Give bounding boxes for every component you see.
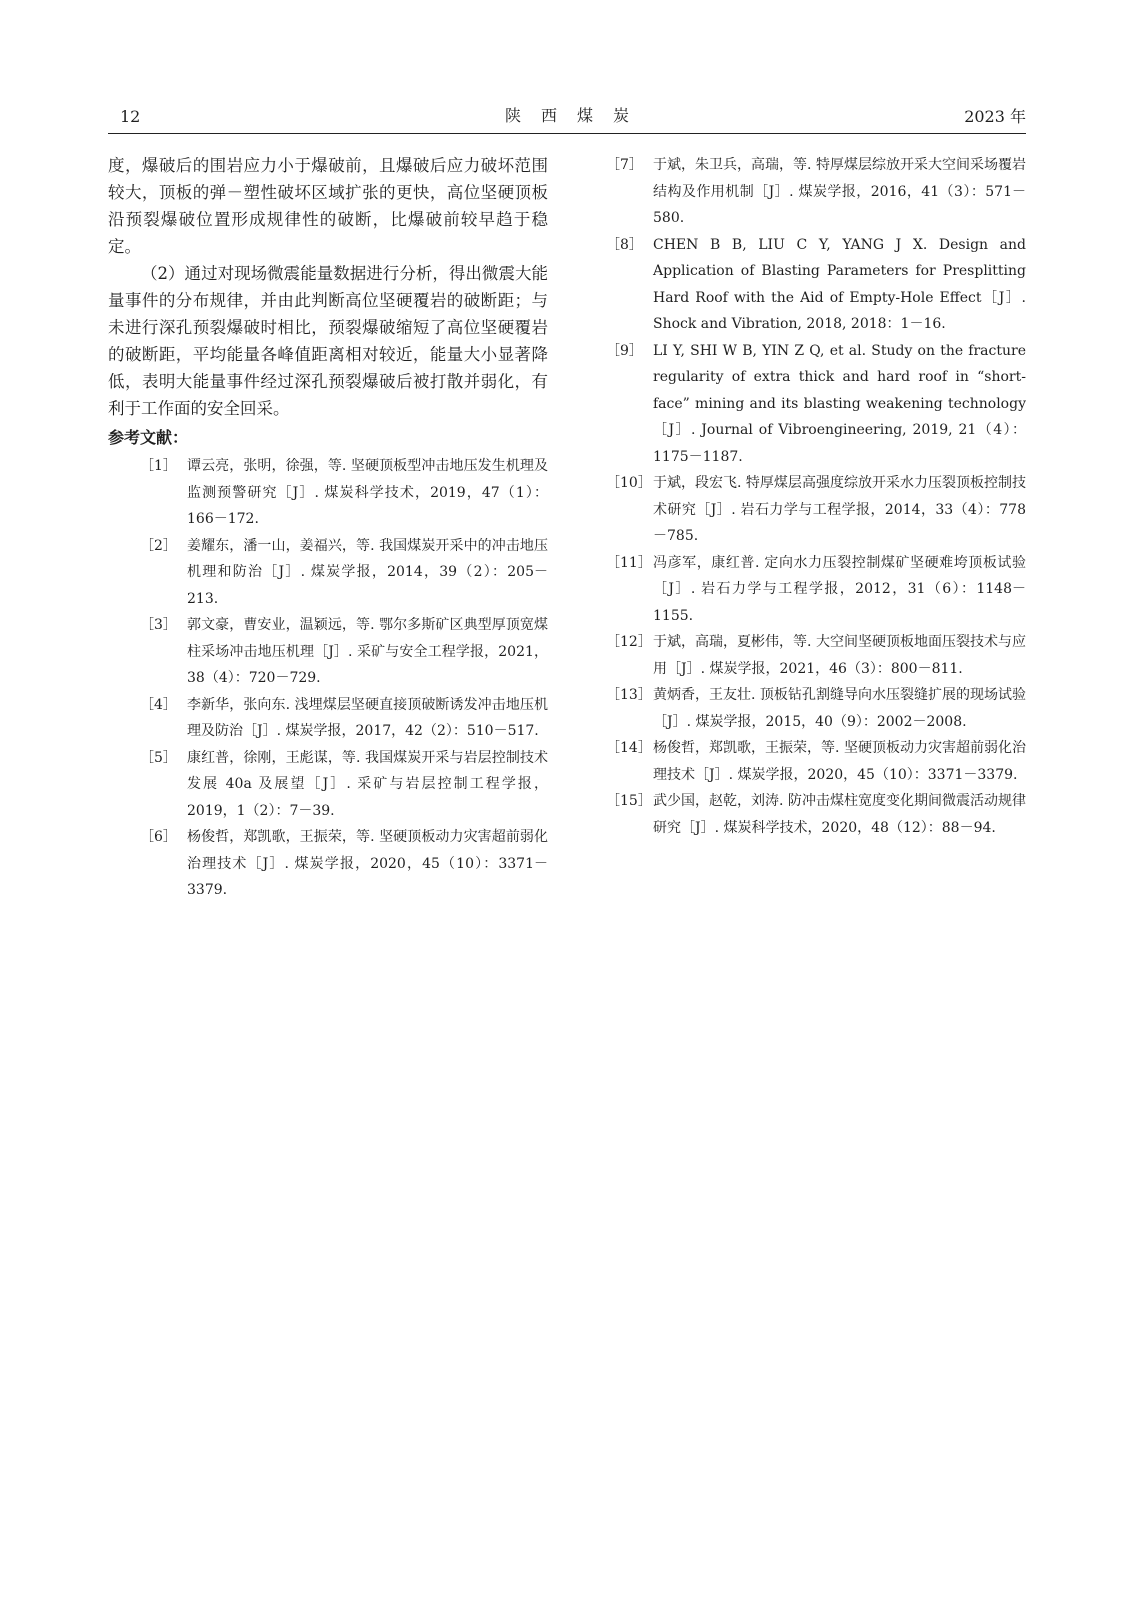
running-header — [108, 107, 1026, 134]
reference-text: 冯彦军，康红普. 定向水力压裂控制煤矿坚硬难垮顶板试验［J］. 岩石力学与工程学报，2012，31（6）：1148－1155. — [653, 554, 1026, 624]
left-column — [108, 152, 548, 904]
journal-name: 陕西煤炭 — [504, 106, 649, 125]
body-paragraph-continued: 度，爆破后的围岩应力小于爆破前，且爆破后应力破坏范围较大，顶板的弹－塑性破坏区域扩张的更快，高位坚硬顶板沿预裂爆破位置形成规律性的破断，比爆破前较早趋于稳定。 — [108, 156, 548, 256]
reference-text: 武少国，赵乾，刘涛. 防冲击煤柱宽度变化期间微震活动规律研究［J］. 煤炭科学技术，2020，48（12）：88－94. — [653, 793, 1026, 836]
body-paragraph-conclusion-2: （2）通过对现场微震能量数据进行分析，得出微震大能量事件的分布规律，并由此判断高位坚硬覆岩的破断距；与未进行深孔预裂爆破时相比，预裂爆破缩短了高位坚硬覆岩的破断距，平均能量各峰值距离相对较近，能量大小显著降低，表明大能量事件经过深孔预裂爆破后被打散并弱化，有利于工作面的安全回采。 — [108, 264, 548, 418]
reference-text: 郭文豪，曹安业，温颖远，等. 鄂尔多斯矿区典型厚顶宽煤柱采场冲击地压机理［J］. 采矿与安全工程学报，2021，38（4）：720－729. — [187, 617, 548, 686]
reference-number: ［6］ — [140, 829, 177, 845]
reference-text: 康红普，徐刚，王彪谋，等. 我国煤炭开采与岩层控制技术发展 40a 及展望［J］. 采矿与岩层控制工程学报，2019，1（2）：7－39. — [187, 749, 548, 819]
references-heading: 参考文献： — [108, 428, 189, 447]
reference-item — [606, 682, 1026, 735]
reference-item — [108, 692, 548, 745]
reference-list-right — [606, 152, 1026, 841]
reference-text: CHEN B B, LIU C Y, YANG J X. Design and Application of Blasting Parameters for Presplitting Hard Roof with the Aid of Empty-Hole Effect［J］. Shock and Vibration, 2018, 2018：1－16. — [653, 236, 1026, 332]
publication-year: 2023 年 — [964, 107, 1026, 126]
reference-item — [606, 550, 1026, 630]
reference-item — [606, 232, 1026, 338]
reference-item — [108, 612, 548, 692]
reference-item — [606, 735, 1026, 788]
reference-text: 于斌，段宏飞. 特厚煤层高强度综放开采水力压裂顶板控制技术研究［J］. 岩石力学与工程学报，2014，33（4）：778－785. — [653, 475, 1026, 544]
reference-number: ［8］ — [606, 236, 643, 253]
reference-item — [606, 338, 1026, 471]
reference-item — [606, 788, 1026, 841]
right-column — [606, 152, 1026, 841]
reference-item — [108, 745, 548, 825]
reference-number: ［1］ — [140, 458, 177, 474]
reference-text: 杨俊哲，郑凯歌，王振荣，等. 坚硬顶板动力灾害超前弱化治理技术［J］. 煤炭学报，2020，45（10）：3371－3379. — [187, 829, 548, 898]
reference-number: ［7］ — [606, 157, 643, 173]
reference-number: ［10］ — [606, 475, 652, 491]
reference-number: ［12］ — [606, 634, 652, 650]
reference-number: ［2］ — [140, 537, 177, 554]
reference-text: 谭云亮，张明，徐强，等. 坚硬顶板型冲击地压发生机理及监测预警研究［J］. 煤炭科学技术，2019，47（1）：166－172. — [187, 458, 548, 527]
reference-number: ［4］ — [140, 696, 177, 713]
reference-number: ［14］ — [606, 740, 652, 756]
reference-text: 杨俊哲，郑凯歌，王振荣，等. 坚硬顶板动力灾害超前弱化治理技术［J］. 煤炭学报，2020，45（10）：3371－3379. — [653, 740, 1026, 783]
reference-number: ［9］ — [606, 342, 643, 359]
reference-text: 于斌，朱卫兵，高瑞，等. 特厚煤层综放开采大空间采场覆岩结构及作用机制［J］. 煤炭学报，2016，41（3）：571－580. — [653, 157, 1026, 226]
reference-text: 于斌，高瑞，夏彬伟，等. 大空间坚硬顶板地面压裂技术与应用［J］. 煤炭学报，2021，46（3）：800－811. — [653, 634, 1026, 677]
reference-item — [606, 629, 1026, 682]
reference-number: ［11］ — [606, 554, 652, 571]
reference-item — [108, 453, 548, 533]
reference-number: ［15］ — [606, 793, 652, 809]
reference-number: ［3］ — [140, 617, 177, 633]
reference-number: ［5］ — [140, 749, 177, 766]
reference-item — [606, 152, 1026, 232]
reference-number: ［13］ — [606, 687, 652, 703]
reference-text: LI Y, SHI W B, YIN Z Q, et al. Study on the fracture regularity of extra thick and hard roof in “short-face” mining and its blasting weakening technology［J］. Journal of Vibroengineering, 2019, 21（4）：1175－1187. — [653, 342, 1026, 465]
reference-text: 姜耀东，潘一山，姜福兴，等. 我国煤炭开采中的冲击地压机理和防治［J］. 煤炭学报，2014，39（2）：205－213. — [187, 537, 548, 607]
reference-item — [606, 470, 1026, 550]
reference-list-left — [108, 453, 548, 904]
reference-item — [108, 533, 548, 613]
reference-text: 黄炳香，王友壮. 顶板钻孔割缝导向水压裂缝扩展的现场试验［J］. 煤炭学报，2015，40（9）：2002－2008. — [653, 687, 1026, 730]
page-number: 12 — [120, 107, 141, 126]
reference-text: 李新华，张向东. 浅埋煤层坚硬直接顶破断诱发冲击地压机理及防治［J］. 煤炭学报，2017，42（2）：510－517. — [187, 696, 548, 739]
reference-item — [108, 824, 548, 904]
